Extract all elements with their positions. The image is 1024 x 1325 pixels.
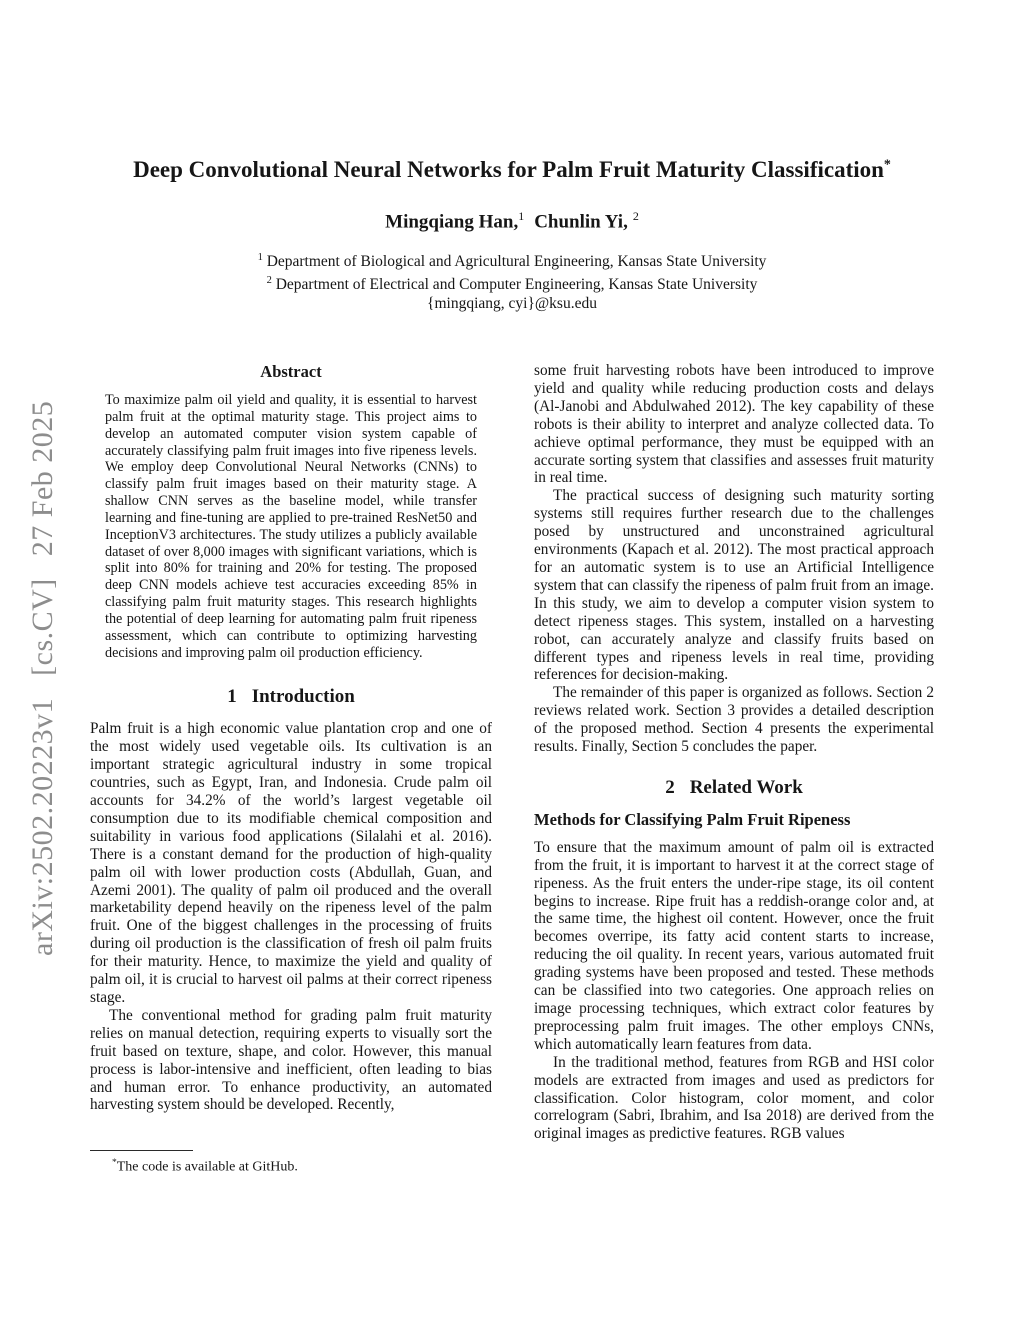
author-2: Chunlin Yi, <box>534 211 628 233</box>
arxiv-watermark <box>26 401 60 956</box>
title-footnote-mark: * <box>883 157 891 173</box>
subsection-heading-ripeness-methods: Methods for Classifying Palm Fruit Ripeness <box>534 809 851 829</box>
right-column <box>534 362 934 1143</box>
affiliation-2 <box>0 271 1024 294</box>
footnote-rule <box>90 1150 193 1151</box>
intro-paragraph-4: The remainder of this paper is organized as follows. Section 2 reviews related work. Section 3 provides a detailed description of the proposed method. Section 4 presents the experimental results. Finally, Section 5 concludes the paper. <box>534 684 934 756</box>
section-1-title: Introduction <box>251 685 355 707</box>
affiliation-1-mark: 1 <box>257 251 263 263</box>
affiliations-block <box>0 248 1024 313</box>
footnote-mark: * <box>112 1158 117 1168</box>
affiliation-1-text: Department of Biological and Agricultural Engineering, Kansas State University <box>266 252 767 270</box>
author-1: Mingqiang Han, <box>385 211 519 233</box>
paper-title-text: Deep Convolutional Neural Networks for Palm Fruit Maturity Classification <box>133 157 884 182</box>
abstract-text: To maximize palm oil yield and quality, it is essential to harvest palm fruit at the optimal maturity stage. This project aims to develop an automated computer vision system capable of accurately classifying palm fruit images into five ripeness levels. We employ deep Convolutional Neural Networks (CNNs) to classify palm fruit images based on their maturity stage. A shallow CNN serves as the baseline model, while transfer learning and fine-tuning are applied to pre-trained ResNet50 and InceptionV3 architectures. The study utilizes a publicly available dataset of over 8,000 images with significant variations, which is split into 80% for training and 20% for testing. The proposed deep CNN models achieve test accuracies exceeding 85% in classifying palm fruit maturity stages. This research highlights the potential of deep learning for automating palm fruit ripeness assessment, which can contribute to optimizing harvesting decisions and improving palm oil production efficiency. <box>105 392 477 661</box>
paper-title <box>0 157 1024 182</box>
contact-email: {mingqiang, cyi}@ksu.edu <box>427 294 597 312</box>
arxiv-category: [cs.CV] <box>26 578 59 676</box>
abstract-block <box>90 362 492 662</box>
author-line <box>0 209 1024 233</box>
footnote-block <box>90 1150 492 1176</box>
footnote-text: The code is available at GitHub. <box>116 1159 298 1175</box>
abstract-heading: Abstract <box>260 362 322 381</box>
section-2-heading <box>534 778 934 799</box>
related-work-paragraph-2: In the traditional method, features from RGB and HSI color models are extracted from images and used as predictors for classification. Color histogram, color moment, and color correlogram (Sabri, Ibrahim, and Isa 2018) are derived from the original images as predictive features. RGB values <box>534 1053 934 1143</box>
affiliation-2-text: Department of Electrical and Computer Engineering, Kansas State University <box>275 275 758 293</box>
left-column <box>90 362 492 1114</box>
paper-header <box>0 0 1024 313</box>
section-2-number: 2 <box>665 776 675 798</box>
section-1-heading <box>90 687 492 708</box>
arxiv-date: 27 Feb 2025 <box>26 400 59 557</box>
footnote-text-line <box>90 1158 492 1176</box>
affiliation-2-mark: 2 <box>266 274 272 286</box>
intro-paragraph-2-continued: some fruit harvesting robots have been introduced to improve yield and quality while reducing production costs and delays (Al-Janobi and Abdulwahed 2012). The key capability of these robots is their ability to interpret and analyze collected data. To achieve optimal performance, they must be equipped with an accurate sorting system that classifies and assesses fruit maturity in real time. <box>534 362 934 487</box>
section-2-title: Related Work <box>689 776 803 798</box>
affiliation-1 <box>0 248 1024 271</box>
author-2-affil-mark: 2 <box>632 209 639 224</box>
intro-paragraph-3: The practical success of designing such maturity sorting systems still requires further research due to the challenges posed by unstructured and unconstrained agricultural environments (Kapach et al. 2012). The most practical approach for an automatic system is to use an Artificial Intelligence system that can classify the ripeness of palm fruit from an image. In this study, we aim to develop a computer vision system to detect ripeness stages. This system, installed on a harvesting robot, can accurately analyze and classify fruits based on different types and ripeness levels in real time, providing references for decision-making. <box>534 487 934 684</box>
arxiv-id: arXiv:2502.20223v1 <box>26 697 59 956</box>
section-1-number: 1 <box>227 685 237 707</box>
intro-paragraph-2: The conventional method for grading palm fruit maturity relies on manual detection, requiring experts to visually sort the fruit based on texture, shape, and color. However, this manual process is labor-intensive and inefficient, often leading to bias and human error. To enhance productivity, an automated harvesting system should be developed. Recently, <box>90 1006 492 1114</box>
intro-paragraph-1: Palm fruit is a high economic value plantation crop and one of the most widely used vegetable oils. Its cultivation is an important strategic agricultural industry in some tropical countries, such as Egypt, Iran, and Indonesia. Crude palm oil accounts for 34.2% of the world’s largest vegetable oil consumption due to its modifiable chemical composition and suitability in various food applications (Silalahi et al. 2016). There is a constant demand for the production of high-quality palm oil with lower production costs (Abdullah, Guan, and Azemi 2001). The quality of palm oil produced and the overall marketability depend heavily on the ripeness level of the palm fruit. One of the biggest challenges in the processing of fruits during oil production is the classification of fresh oil palm fruits for their maturity. Hence, to maximize the yield and quality of palm oil, it is crucial to harvest oil palms at their correct ripeness stage. <box>90 720 492 1006</box>
related-work-paragraph-1: To ensure that the maximum amount of palm oil is extracted from the fruit, it is important to harvest it at the correct stage of ripeness. As the fruit enters the under-ripe stage, its oil content begins to increase. Ripe fruit has a reddish-orange color and, at the same time, the highest oil content. However, once the fruit becomes overripe, its fatty acid content starts to increase, reducing the oil quality. In recent years, various automated fruit grading systems have been proposed and tested. These methods can be classified into two categories. One approach relies on image processing techniques, which extract color features by preprocessing palm fruit images. The other employs CNNs, which automatically learn features from data. <box>534 838 934 1053</box>
author-1-affil-mark: 1 <box>518 209 525 224</box>
